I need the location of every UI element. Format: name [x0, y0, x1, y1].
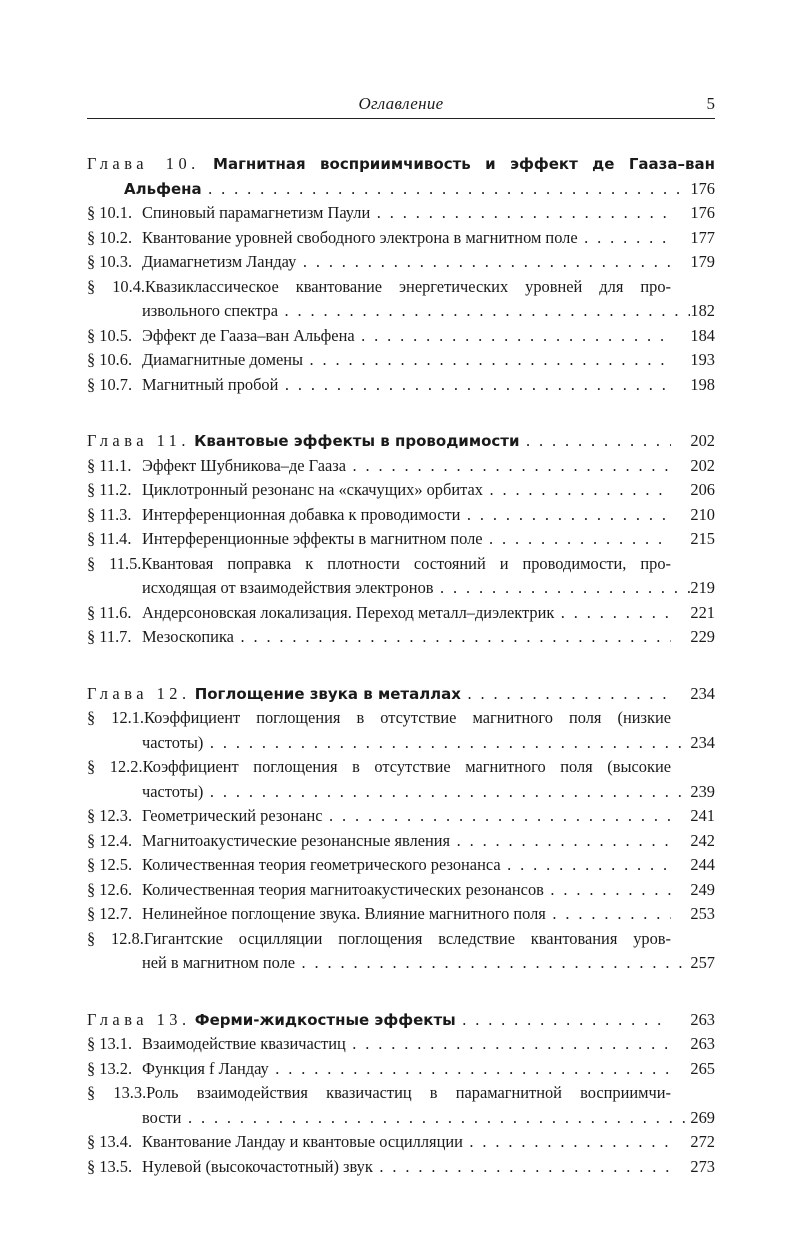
chapter-heading[interactable]: [87, 429, 715, 454]
section-page-number: 215: [690, 529, 715, 548]
section-number: § 10.3.: [87, 252, 133, 271]
toc-section-entry[interactable]: [87, 503, 715, 528]
section-page-number: 244: [690, 855, 715, 874]
section-page-number: 182: [690, 301, 715, 320]
section-title: Количественная теория магнитоакустических резонансов: [142, 879, 544, 899]
section-number: § 10.5.: [87, 325, 133, 345]
header-title: Оглавление: [358, 94, 444, 113]
toc-section-entry[interactable]: [87, 226, 715, 251]
toc-section-entry[interactable]: [87, 625, 715, 650]
chapter-block: [87, 429, 715, 650]
section-page-number: 269: [690, 1107, 715, 1127]
toc-section-entry[interactable]: [87, 1081, 715, 1130]
chapter-block: [87, 152, 715, 397]
section-number: § 10.4.: [87, 276, 145, 296]
toc-section-entry[interactable]: [87, 1032, 715, 1057]
section-number: § 12.5.: [87, 855, 133, 874]
section-number: § 13.1.: [87, 1034, 133, 1053]
section-number: § 12.1.: [87, 708, 145, 727]
section-title-continued: частоты): [142, 781, 204, 801]
section-title: Квантование Ландау и квантовые осцилляции: [142, 1132, 463, 1151]
section-number: § 13.4.: [87, 1132, 133, 1151]
section-page-number: 184: [690, 325, 715, 345]
toc-section-entry[interactable]: [87, 601, 715, 626]
section-number: § 12.3.: [87, 806, 133, 825]
chapter-title-continued: Альфена: [124, 179, 202, 198]
section-title: Циклотронный резонанс на «скачущих» орбитах: [142, 480, 483, 499]
toc-section-entry[interactable]: [87, 1130, 715, 1155]
section-title: Квазиклассическое квантование энергетических уровней для про-: [145, 276, 671, 296]
section-title: Взаимодействие квазичастиц: [142, 1034, 346, 1053]
section-title: Количественная теория геометрического резонанса: [142, 855, 501, 874]
chapter-label: Глава 12.: [87, 683, 191, 703]
chapter-title: Квантовые эффекты в проводимости: [194, 432, 520, 450]
section-number: § 12.4.: [87, 830, 133, 850]
section-title: Геометрический резонанс: [142, 806, 323, 825]
toc-section-entry[interactable]: [87, 829, 715, 854]
section-page-number: 265: [690, 1058, 715, 1078]
section-number: § 10.2.: [87, 227, 133, 247]
section-page-number: 263: [690, 1034, 715, 1053]
section-number: § 11.7.: [87, 627, 132, 646]
section-title-continued: вости: [142, 1107, 182, 1127]
toc-section-entry[interactable]: [87, 1057, 715, 1082]
section-title: Магнитный пробой: [142, 374, 279, 394]
section-number: § 10.6.: [87, 350, 133, 369]
section-page-number: 241: [690, 806, 715, 825]
section-page-number: 242: [690, 830, 715, 850]
section-title: Интерференционная добавка к проводимости: [142, 504, 461, 524]
section-title: Эффект Шубникова–де Гааза: [142, 455, 347, 475]
toc-section-entry[interactable]: [87, 454, 715, 479]
section-number: § 10.1.: [87, 203, 133, 222]
section-number: § 11.1.: [87, 455, 132, 475]
chapter-label: Глава 11.: [87, 431, 190, 450]
section-title: Андерсоновская локализация. Переход металл–диэлектрик: [142, 602, 555, 622]
section-number: § 11.5.: [87, 553, 142, 573]
section-number: § 12.2.: [87, 757, 143, 776]
section-page-number: 202: [690, 455, 715, 475]
section-page-number: 198: [690, 374, 715, 394]
section-page-number: 177: [690, 227, 715, 247]
toc-section-entry[interactable]: [87, 1155, 715, 1180]
toc-section-entry[interactable]: [87, 527, 715, 552]
toc-section-entry[interactable]: [87, 373, 715, 398]
section-page-number: 193: [690, 350, 715, 369]
chapter-page-number: 176: [690, 178, 715, 198]
section-title: Нулевой (высокочастотный) звук: [142, 1156, 373, 1176]
section-title: Функция f Ландау: [142, 1058, 269, 1078]
section-number: § 11.3.: [87, 504, 132, 524]
section-title: Эффект де Гааза–ван Альфена: [142, 325, 355, 345]
section-page-number: 210: [690, 504, 715, 524]
table-of-contents: [87, 152, 715, 1211]
toc-section-entry[interactable]: [87, 706, 715, 755]
header-page-number: 5: [706, 94, 715, 113]
section-page-number: 272: [690, 1132, 715, 1151]
section-title: Квантовая поправка к плотности состояний и проводимости, про-: [141, 553, 671, 573]
section-number: § 12.8.: [87, 928, 144, 948]
section-title-continued: ней в магнитном поле: [142, 953, 296, 972]
chapter-title: Поглощение звука в металлах: [194, 684, 461, 703]
section-number: § 11.6.: [87, 602, 132, 622]
toc-section-entry[interactable]: [87, 878, 715, 903]
section-number: § 12.6.: [87, 879, 133, 899]
toc-section-entry[interactable]: [87, 755, 715, 804]
section-title-continued: исходящая от взаимодействия электронов: [142, 578, 434, 597]
section-page-number: 206: [690, 480, 715, 499]
section-page-number: 179: [690, 252, 715, 271]
section-page-number: 257: [690, 953, 715, 972]
toc-section-entry[interactable]: [87, 478, 715, 503]
toc-section-entry[interactable]: [87, 804, 715, 829]
section-title: Коэффициент поглощения в отсутствие магнитного поля (низкие: [144, 708, 671, 727]
section-number: § 13.5.: [87, 1156, 133, 1176]
section-title: Роль взаимодействия квазичастиц в парамагнитной восприимчи-: [146, 1083, 671, 1102]
toc-section-entry[interactable]: [87, 348, 715, 373]
section-page-number: 229: [690, 627, 715, 646]
toc-section-entry[interactable]: [87, 201, 715, 226]
chapter-heading[interactable]: [87, 682, 715, 707]
chapter-heading[interactable]: [87, 152, 715, 177]
section-page-number: 273: [690, 1156, 715, 1176]
section-title: Спиновый парамагнетизм Паули: [142, 203, 371, 222]
section-title: Диамагнитные домены: [142, 350, 304, 369]
toc-section-entry[interactable]: [87, 853, 715, 878]
toc-section-entry[interactable]: [87, 902, 715, 927]
section-title: Гигантские осцилляции поглощения вследствие квантования уров-: [143, 928, 671, 948]
toc-section-entry[interactable]: [87, 927, 715, 976]
section-title: Мезоскопика: [142, 627, 234, 646]
section-title: Диамагнетизм Ландау: [142, 252, 297, 271]
chapter-block: [87, 682, 715, 976]
section-page-number: 234: [690, 732, 715, 752]
section-title: Коэффициент поглощения в отсутствие магнитного поля (высокие: [142, 757, 671, 776]
section-page-number: 253: [690, 904, 715, 923]
section-title: Магнитоакустические резонансные явления: [142, 830, 451, 850]
section-title: Нелинейное поглощение звука. Влияние магнитного поля: [142, 904, 546, 923]
section-page-number: 219: [690, 578, 715, 597]
toc-section-entry[interactable]: [87, 324, 715, 349]
chapter-label: Глава 10.: [87, 154, 200, 173]
chapter-block: [87, 1008, 715, 1180]
chapter-heading[interactable]: [87, 1008, 715, 1033]
running-header: [87, 94, 715, 119]
section-page-number: 176: [690, 203, 715, 222]
section-title-continued: частоты): [142, 732, 204, 752]
section-page-number: 239: [690, 781, 715, 801]
section-number: § 12.7.: [87, 904, 133, 923]
section-page-number: 249: [690, 879, 715, 899]
section-page-number: 221: [690, 602, 715, 622]
section-title-continued: извольного спектра: [142, 301, 278, 320]
chapter-page-number: 234: [690, 683, 715, 703]
section-number: § 13.2.: [87, 1058, 133, 1078]
section-number: § 11.2.: [87, 480, 132, 499]
toc-section-entry[interactable]: [87, 250, 715, 275]
toc-section-entry[interactable]: [87, 552, 715, 601]
chapter-label: Глава 13.: [87, 1009, 191, 1029]
section-title: Квантование уровней свободного электрона в магнитном поле: [142, 227, 578, 247]
chapter-page-number: 202: [690, 431, 715, 450]
section-title: Интерференционные эффекты в магнитном поле: [142, 529, 483, 548]
toc-section-entry[interactable]: [87, 275, 715, 324]
chapter-heading-continued[interactable]: [87, 177, 715, 202]
section-number: § 10.7.: [87, 374, 133, 394]
chapter-page-number: 263: [690, 1009, 715, 1029]
section-number: § 13.3.: [87, 1083, 147, 1102]
chapter-title: Магнитная восприимчивость и эффект де Гааза–ван: [213, 155, 715, 173]
section-number: § 11.4.: [87, 529, 132, 548]
chapter-title: Ферми-жидкостные эффекты: [194, 1010, 456, 1029]
